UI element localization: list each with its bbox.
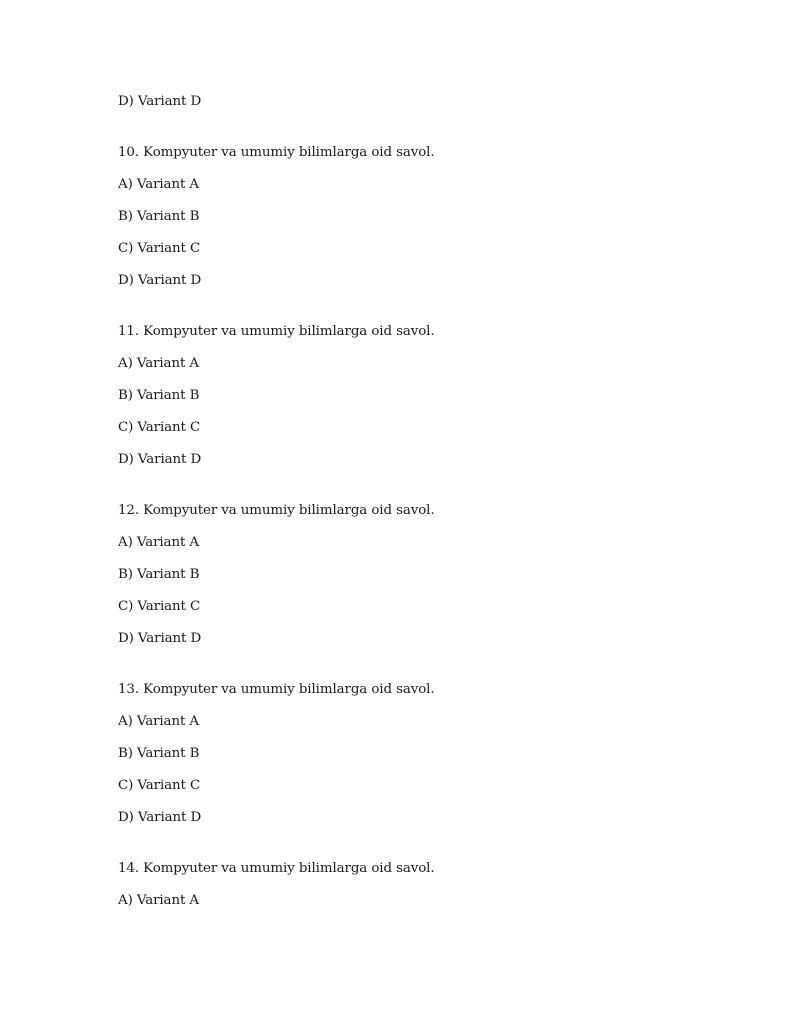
question-text: 12. Kompyuter va umumiy bilimlarga oid savol. (118, 503, 435, 518)
question-text: 14. Kompyuter va umumiy bilimlarga oid savol. (118, 861, 435, 876)
option-line: B) Variant B (118, 567, 200, 582)
question-text: 11. Kompyuter va umumiy bilimlarga oid savol. (118, 324, 435, 339)
option-line: B) Variant B (118, 746, 200, 761)
option-line: C) Variant C (118, 778, 201, 793)
option-line: C) Variant C (118, 599, 201, 614)
option-line: B) Variant B (118, 388, 200, 403)
option-line: A) Variant A (118, 177, 199, 192)
question-text: 13. Kompyuter va umumiy bilimlarga oid savol. (118, 682, 435, 697)
option-line: D) Variant D (118, 273, 202, 288)
question-text: 10. Kompyuter va umumiy bilimlarga oid savol. (118, 145, 435, 160)
option-line: A) Variant A (118, 356, 199, 371)
option-line: A) Variant A (118, 893, 199, 908)
option-line: A) Variant A (118, 535, 199, 550)
option-line: D) Variant D (118, 94, 202, 109)
option-line: D) Variant D (118, 810, 202, 825)
option-line: A) Variant A (118, 714, 199, 729)
option-line: C) Variant C (118, 241, 201, 256)
option-line: C) Variant C (118, 420, 201, 435)
option-line: B) Variant B (118, 209, 200, 224)
option-line: D) Variant D (118, 452, 202, 467)
option-line: D) Variant D (118, 631, 202, 646)
